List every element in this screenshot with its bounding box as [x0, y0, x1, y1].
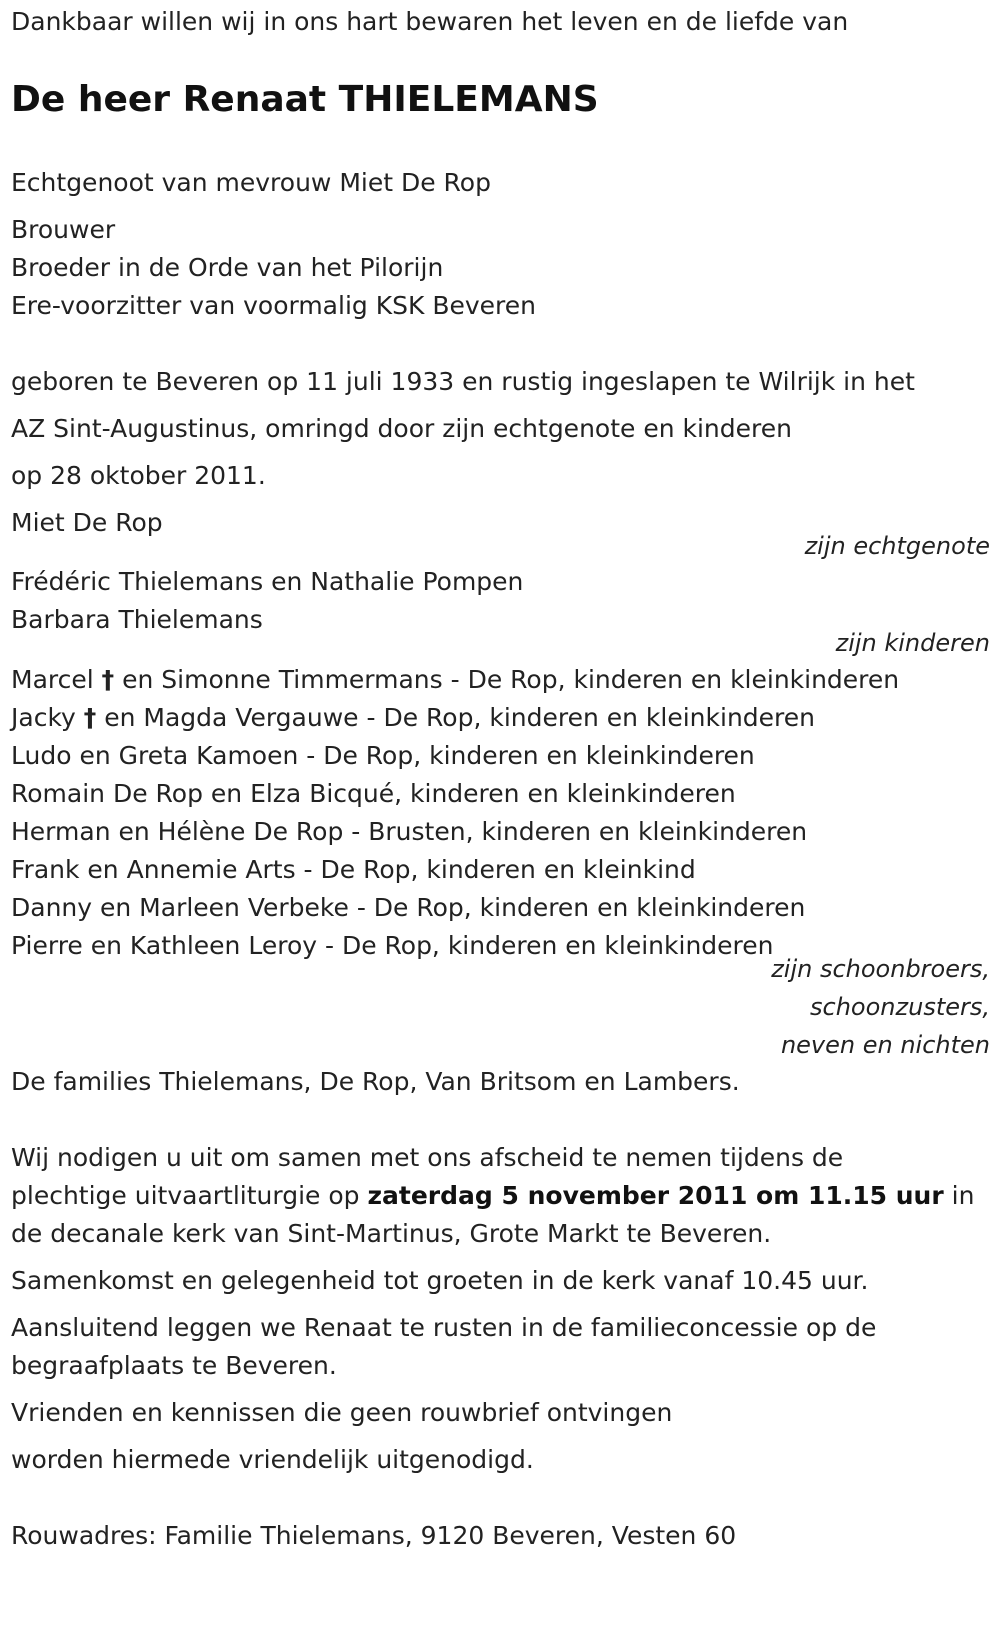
friends-line: Vrienden en kennissen die geen rouwbrief ontvingen: [11, 1398, 673, 1427]
spouse-line: Echtgenoot van mevrouw Miet De Rop: [11, 168, 491, 197]
cross-icon: †: [83, 703, 97, 732]
burial-line: Aansluitend leggen we Renaat te rusten in de familieconcessie op de: [11, 1313, 877, 1342]
in-law-line: Ludo en Greta Kamoen - De Rop, kinderen en kleinkinderen: [11, 741, 755, 770]
wife-role: zijn echtgenote: [804, 532, 990, 560]
invitation-line: de decanale kerk van Sint-Martinus, Grote Markt te Beveren.: [11, 1219, 772, 1248]
in-law-line: Herman en Hélène De Rop - Brusten, kinderen en kleinkinderen: [11, 817, 808, 846]
friends-line: worden hiermede vriendelijk uitgenodigd.: [11, 1445, 534, 1474]
burial-line: begraafplaats te Beveren.: [11, 1351, 337, 1380]
title-line: Ere-voorzitter van voormalig KSK Beveren: [11, 291, 536, 320]
in-law-line: [11, 665, 899, 695]
title-line: Broeder in de Orde van het Pilorijn: [11, 253, 444, 282]
in-law-first-name: Marcel: [11, 665, 94, 694]
invitation-text: in: [943, 1181, 975, 1210]
funeral-address: Rouwadres: Familie Thielemans, 9120 Beveren, Vesten 60: [11, 1521, 737, 1550]
in-law-line: Pierre en Kathleen Leroy - De Rop, kinderen en kleinkinderen: [11, 931, 774, 960]
invitation-line: [11, 1181, 974, 1211]
gathering-line: Samenkomst en gelegenheid tot groeten in de kerk vanaf 10.45 uur.: [11, 1266, 869, 1295]
in-law-first-name: Jacky: [11, 703, 76, 732]
title-line: Brouwer: [11, 215, 116, 244]
in-law-line: [11, 703, 815, 733]
invitation-line: Wij nodigen u uit om samen met ons afscheid te nemen tijdens de: [11, 1143, 844, 1172]
in-laws-role: zijn schoonbroers,: [771, 955, 990, 983]
in-law-line: Danny en Marleen Verbeke - De Rop, kinderen en kleinkinderen: [11, 893, 806, 922]
in-laws-role: neven en nichten: [780, 1031, 990, 1059]
children-role: zijn kinderen: [835, 629, 990, 657]
birth-line: geboren te Beveren op 11 juli 1933 en rustig ingeslapen te Wilrijk in het: [11, 367, 915, 396]
in-law-rest: en Magda Vergauwe - De Rop, kinderen en kleinkinderen: [104, 703, 816, 732]
birth-line: AZ Sint-Augustinus, omringd door zijn echtgenote en kinderen: [11, 414, 792, 443]
child-name: Barbara Thielemans: [11, 605, 263, 634]
deceased-name: De heer Renaat THIELEMANS: [11, 79, 599, 120]
funeral-date: zaterdag 5 november 2011 om 11.15 uur: [367, 1181, 944, 1210]
child-name: Frédéric Thielemans en Nathalie Pompen: [11, 567, 524, 596]
birth-line: op 28 oktober 2011.: [11, 461, 266, 490]
invitation-text: plechtige uitvaartliturgie op: [11, 1181, 368, 1210]
in-law-rest: en Simonne Timmermans - De Rop, kinderen en kleinkinderen: [122, 665, 900, 694]
cross-icon: †: [101, 665, 115, 694]
in-law-line: Romain De Rop en Elza Bicqué, kinderen en kleinkinderen: [11, 779, 736, 808]
intro-text: Dankbaar willen wij in ons hart bewaren het leven en de liefde van: [11, 7, 849, 36]
wife-name: Miet De Rop: [11, 508, 163, 537]
in-law-line: Frank en Annemie Arts - De Rop, kinderen en kleinkind: [11, 855, 696, 884]
in-laws-role: schoonzusters,: [810, 993, 990, 1021]
families-line: De families Thielemans, De Rop, Van Britsom en Lambers.: [11, 1067, 740, 1096]
